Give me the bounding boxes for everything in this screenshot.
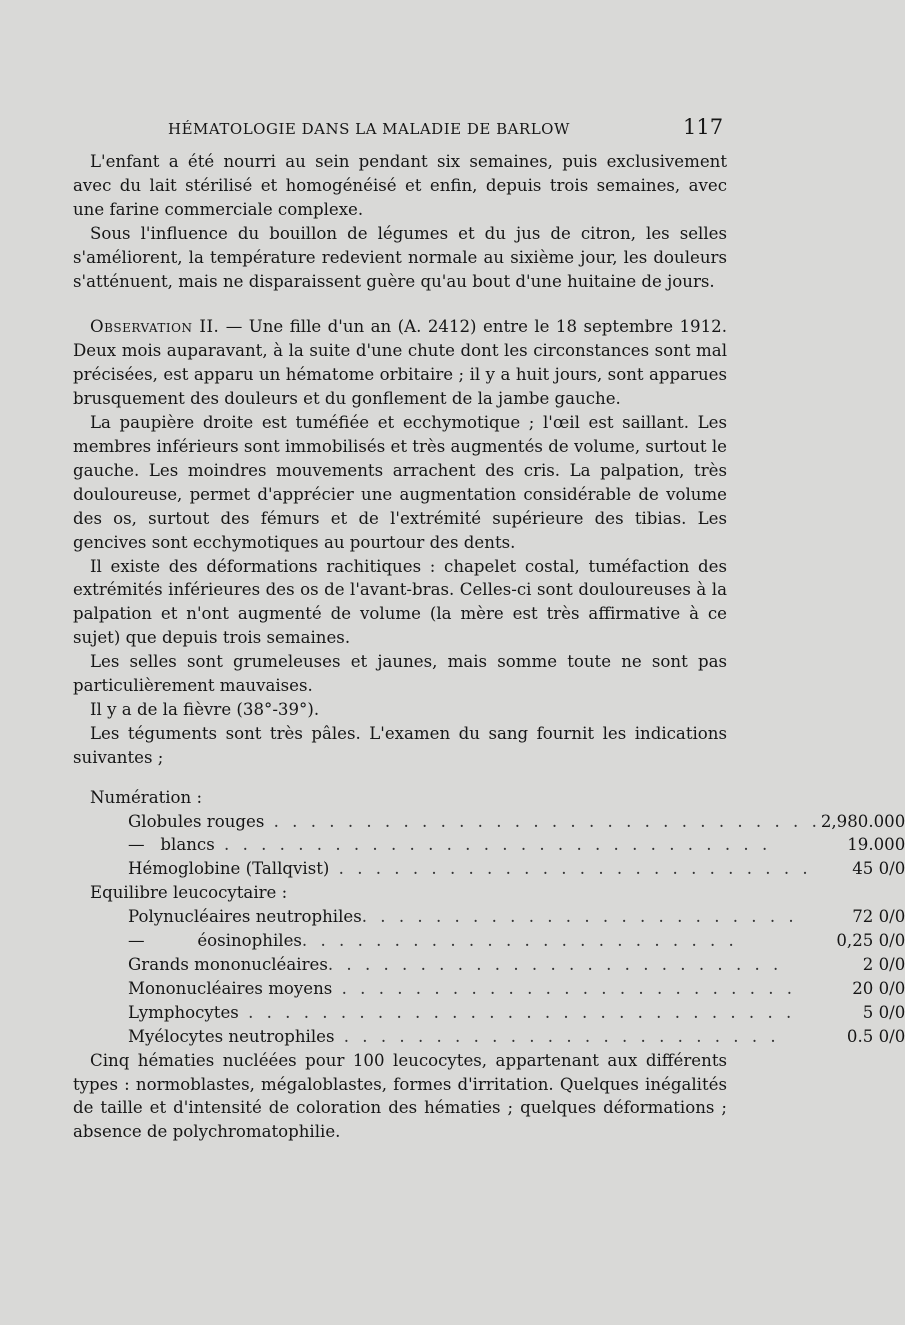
row-value bbox=[821, 881, 905, 905]
row-value: 2,980.000 bbox=[820, 811, 905, 831]
paragraph: La paupière droite est tuméfiée et ecchymotique ; l'œil est saillant. Les membres inférieurs sont immobilisés et très augmentés de volume, surtout le gauche. Les moindres mouvements arrachent des cris. La palpation, très douloureuse, permet d'apprécier une augmentation considérable de volume des os, surtout des fémurs et de l'extrémité supérieure des tibias. Les gencives sont ecchymotiques au pourtour des dents. bbox=[73, 413, 727, 552]
row-label: Hémoglobine (Tallqvist) bbox=[128, 859, 330, 879]
row-label: Myélocytes neutrophiles bbox=[128, 1026, 335, 1046]
page-number: 117 bbox=[683, 115, 724, 139]
row-value: 2 0/0 bbox=[862, 955, 905, 974]
page-header bbox=[0, 115, 800, 150]
observation-text: — Une fille d'un an (A. 2412) entre le 18 septembre 1912. Deux mois auparavant, à la suite d'une chute dont les circonstances sont mal précisées, est apparu un hématome orbitaire ; il y a huit jours, sont apparues brusquement des douleurs et du gonflement de la jambe gauche. bbox=[73, 317, 727, 409]
leader-dots: . . . . . . . . . . . . . . . . . . . . . . . . . bbox=[327, 955, 783, 974]
blood-count-table bbox=[90, 810, 905, 1049]
row-label: — blancs bbox=[128, 835, 215, 855]
row-value: 5 0/0 bbox=[862, 1002, 905, 1022]
running-title: HÉMATOLOGIE DANS LA MALADIE DE BARLOW bbox=[168, 120, 570, 138]
row-label: Lymphocytes bbox=[128, 1002, 239, 1022]
leader-dots: . . . . . . . . . . . . . . . . . . . . . . . . . . . . . . bbox=[214, 835, 772, 855]
leader-dots: . . . . . . . . . . . . . . . . . . . . . . . . bbox=[301, 931, 738, 951]
paragraph: Il y a de la fièvre (38°-39°). bbox=[90, 699, 320, 719]
leader-dots: . . . . . . . . . . . . . . . . . . . . . . . . bbox=[334, 1026, 780, 1046]
observation-paragraph bbox=[73, 315, 727, 411]
row-label: Mononucléaires moyens bbox=[128, 978, 333, 998]
leader-dots: . . . . . . . . . . . . . . . . . . . . . . . . . . bbox=[329, 859, 812, 879]
paragraph: Les téguments sont très pâles. L'examen du sang fournit les indications suivantes ; bbox=[73, 723, 727, 767]
table-row bbox=[90, 905, 905, 929]
row-label: Grands mononucléaires bbox=[128, 955, 328, 974]
table-row bbox=[90, 1025, 905, 1049]
table-row bbox=[90, 953, 905, 977]
table-row bbox=[90, 857, 905, 881]
row-value: 0.5 0/0 bbox=[846, 1026, 905, 1046]
row-label: Globules rouges bbox=[128, 811, 265, 831]
leader-dots: . . . . . . . . . . . . . . . . . . . . . . . . . . . . . . bbox=[238, 1002, 796, 1022]
row-value: 72 0/0 bbox=[852, 907, 905, 927]
closing-paragraph: Cinq hématies nucléées pour 100 leucocytes, appartenant aux différents types : normoblastes, mégaloblastes, formes d'irritation. Quelques inégalités de taille et d'intensité de coloration des hématies ; quelques déformations ; absence de polychromatophilie. bbox=[73, 1050, 727, 1142]
row-label: — éosinophiles bbox=[128, 931, 302, 951]
table-row bbox=[90, 977, 905, 1001]
table-row bbox=[90, 881, 905, 905]
table-row bbox=[90, 1001, 905, 1025]
row-value: 0,25 0/0 bbox=[836, 931, 905, 951]
paragraph: Sous l'influence du bouillon de légumes et du jus de citron, les selles s'améliorent, la température redevient normale au sixième jour, les douleurs s'atténuent, mais ne disparaissent guère qu'au bout d'une huitaine de jours. bbox=[73, 223, 727, 291]
row-label: Equilibre leucocytaire : bbox=[90, 883, 288, 903]
paragraph: L'enfant a été nourri au sein pendant six semaines, puis exclusivement avec du lait stérilisé et homogénéisé et enfin, depuis trois semaines, avec une farine commerciale complexe. bbox=[73, 152, 727, 219]
page-body bbox=[73, 150, 905, 1144]
row-value: 19.000 bbox=[847, 835, 905, 855]
paragraph: Les selles sont grumeleuses et jaunes, mais somme toute ne sont pas particulièrement mauvaises. bbox=[73, 652, 727, 696]
table-row bbox=[90, 929, 905, 953]
leader-dots: . . . . . . . . . . . . . . . . . . . . . . . . . bbox=[332, 978, 797, 998]
table-row bbox=[90, 833, 905, 857]
numeration-label: Numération : bbox=[90, 787, 203, 807]
observation-label: Observation II. bbox=[90, 317, 220, 337]
row-label: Polynucléaires neutrophiles bbox=[128, 907, 362, 927]
leader-dots: . . . . . . . . . . . . . . . . . . . . . . . . . . . . . . bbox=[264, 811, 821, 831]
row-value: 45 0/0 bbox=[852, 859, 905, 879]
leader-dots: . . . . . . . . . . . . . . . . . . . . . . . . bbox=[361, 907, 798, 927]
row-value: 20 0/0 bbox=[852, 978, 905, 998]
paragraph: Il existe des déformations rachitiques : chapelet costal, tuméfaction des extrémités inférieures des os de l'avant-bras. Celles-ci sont douloureuses à la palpation et n'ont augmenté de volume (la mère est très affirmative à ce sujet) que depuis trois semaines. bbox=[73, 556, 727, 648]
table-row bbox=[90, 810, 905, 834]
